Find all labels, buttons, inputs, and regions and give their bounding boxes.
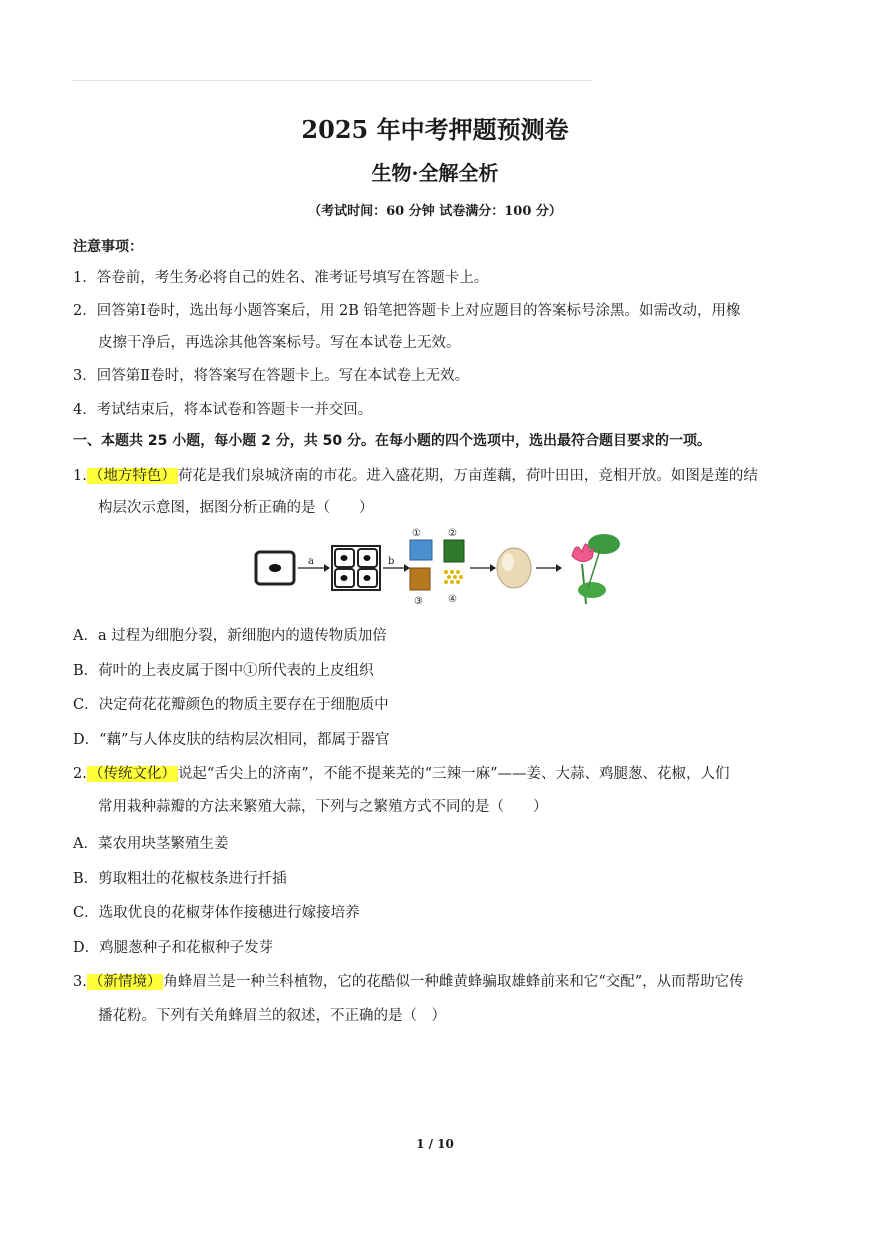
dotted-tissue-icon (444, 570, 463, 584)
cell-icon (256, 552, 294, 584)
notice-item-2-cont: 皮擦干净后，再选涂其他答案标号。写在本试卷上无效。 (98, 335, 461, 351)
lotus-structure-diagram (252, 526, 622, 608)
question-1-option-b: B．荷叶的上表皮属于图中①所代表的上皮组织 (73, 663, 374, 679)
question-2-stem (73, 762, 730, 783)
notice-item-3: 3．回答第Ⅱ卷时，将答案写在答题卡上。写在本试卷上无效。 (73, 368, 470, 384)
question-2-option-c: C．选取优良的花椒芽体作接穗进行嫁接培养 (73, 905, 360, 921)
four-cells-icon (332, 546, 380, 590)
question-2-stem-cont: 常用栽种蒜瓣的方法来繁殖大蒜，下列与之繁殖方式不同的是（ ） (98, 799, 548, 815)
question-2-option-a: A．菜农用块茎繁殖生姜 (73, 836, 229, 852)
question-1-stem-cont: 构层次示意图，据图分析正确的是（ ） (98, 500, 374, 516)
section-heading: 一、本题共 25 小题，每小题 2 分，共 50 分。在每小题的四个选项中，选出最符合题目要求的一项。 (73, 433, 711, 449)
question-text: 说起“舌尖上的济南”，不能不提莱芜的“三辣一麻”——姜、大蒜、鸡腿葱、花椒，人们 (177, 766, 730, 782)
label-4: ④ (448, 594, 457, 605)
top-rule (72, 80, 592, 81)
label-a: a (308, 556, 314, 567)
question-tag: （传统文化） (88, 766, 176, 782)
lotus-plant-icon (572, 534, 620, 604)
question-number: 2. (73, 766, 87, 782)
question-1-stem (73, 464, 758, 485)
question-number: 1. (73, 468, 87, 484)
page-number: 1 / 10 (416, 1137, 454, 1151)
label-1: ① (412, 528, 421, 539)
notice-item-4: 4．考试结束后，将本试卷和答题卡一并交回。 (73, 402, 373, 418)
label-3: ③ (414, 596, 423, 607)
question-3-stem (73, 970, 744, 991)
notice-item-1: 1．答卷前，考生务必将自己的姓名、准考证号填写在答题卡上。 (73, 270, 489, 286)
epithelial-tissue-icon (410, 540, 432, 560)
question-1-option-d: D．“藕”与人体皮肤的结构层次相同，都属于器官 (73, 732, 390, 748)
question-1-option-c: C．决定荷花花瓣颜色的物质主要存在于细胞质中 (73, 697, 389, 713)
question-tag: （新情境） (88, 974, 162, 990)
page-title: 2025 年中考押题预测卷 (301, 115, 569, 144)
question-text: 角蜂眉兰是一种兰科植物，它的花酷似一种雌黄蜂骗取雄蜂前来和它“交配”，从而帮助它传 (163, 974, 744, 990)
page-subtitle: 生物·全解全析 (371, 161, 499, 185)
question-text: 荷花是我们泉城济南的市花。进入盛花期，万亩莲藕，荷叶田田，竞相开放。如图是莲的结 (177, 468, 758, 484)
green-tissue-icon (444, 540, 464, 562)
exam-info: （考试时间：60 分钟 试卷满分：100 分） (308, 204, 562, 219)
question-number: 3. (73, 974, 87, 990)
lotus-seed-icon (497, 548, 531, 588)
question-1-option-a: A．a 过程为细胞分裂，新细胞内的遗传物质加倍 (73, 628, 387, 644)
notice-heading: 注意事项： (73, 239, 143, 255)
conducting-tissue-icon (410, 568, 430, 590)
label-2: ② (448, 528, 457, 539)
question-tag: （地方特色） (88, 468, 176, 484)
question-2-option-b: B．剪取粗壮的花椒枝条进行扦插 (73, 871, 287, 887)
label-b: b (388, 556, 395, 567)
question-3-stem-cont: 播花粉。下列有关角蜂眉兰的叙述，不正确的是（ ） (98, 1008, 446, 1024)
question-2-option-d: D．鸡腿葱种子和花椒种子发芽 (73, 940, 274, 956)
notice-item-2: 2．回答第Ⅰ卷时，选出每小题答案后，用 2B 铅笔把答题卡上对应题目的答案标号涂黑。如需改动，用橡 (73, 303, 741, 319)
